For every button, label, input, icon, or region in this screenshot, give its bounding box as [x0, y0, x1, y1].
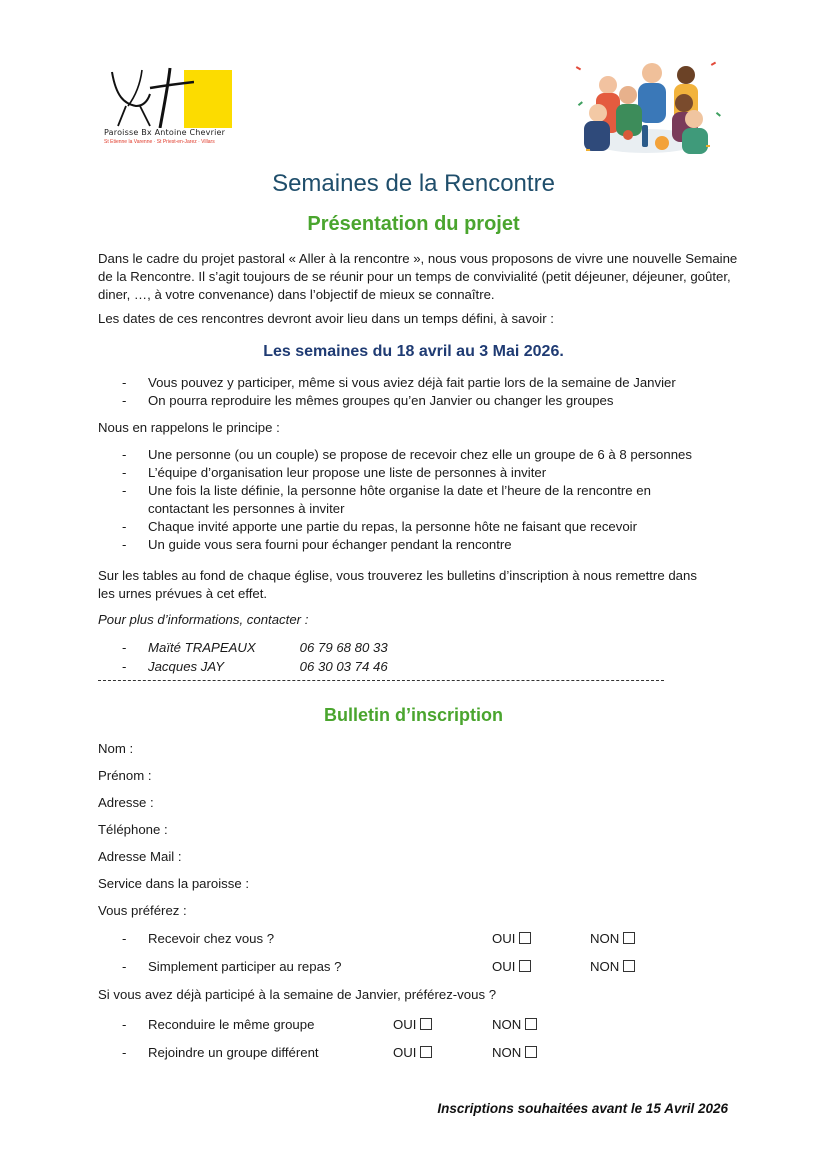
dates-intro-text: Les dates de ces rencontres devront avoir lieu dans un temps défini, à savoir : [98, 311, 554, 326]
list-item: - Chaque invité apporte une partie du repas, la personne hôte ne faisant que recevoir [122, 519, 637, 534]
preference-label: Simplement participer au repas ? [148, 959, 342, 974]
bulletins-paragraph [98, 567, 708, 629]
checkbox-icon[interactable] [519, 932, 531, 944]
non-checkbox[interactable] [492, 1045, 537, 1060]
logo-name: Paroisse Bx Antoine Chevrier [104, 128, 226, 137]
contact-row: - Jacques JAY 06 30 03 74 46 [122, 659, 388, 674]
notes-list [98, 374, 738, 437]
cross-figure-icon [104, 66, 194, 128]
checkbox-icon[interactable] [420, 1018, 432, 1030]
previous-participation-question: Si vous avez déjà participé à la semaine de Janvier, préférez-vous ? [98, 987, 497, 1002]
contact-row: - Maïté TRAPEAUX 06 79 68 80 33 [122, 640, 388, 655]
checkbox-icon[interactable] [525, 1046, 537, 1058]
list-item: - Une fois la liste définie, la personne hôte organise la date et l’heure de la rencontre en contactant les personnes à inviter [122, 483, 651, 516]
list-item: - L’équipe d’organisation leur propose une liste de personnes à inviter [122, 465, 547, 480]
oui-checkbox[interactable] [393, 1017, 432, 1032]
section-heading-registration: Bulletin d’inscription [324, 705, 503, 725]
oui-checkbox[interactable] [492, 959, 531, 974]
checkbox-icon[interactable] [519, 960, 531, 972]
preferences-label: Vous préférez : [98, 903, 187, 918]
cut-line-divider [98, 680, 664, 681]
non-checkbox[interactable] [590, 959, 635, 974]
non-label: NON [492, 1017, 522, 1032]
oui-checkbox[interactable] [393, 1045, 432, 1060]
non-checkbox[interactable] [590, 931, 635, 946]
group-meal-illustration [566, 53, 728, 156]
list-item-text: On pourra reproduire les mêmes groupes qu’en Janvier ou changer les groupes [148, 393, 614, 408]
preference-label: Recevoir chez vous ? [148, 931, 275, 946]
list-item-text: Vous pouvez y participer, même si vous aviez déjà fait partie lors de la semaine de Janvier [148, 375, 676, 390]
oui-label: OUI [492, 931, 516, 946]
non-label: NON [590, 959, 620, 974]
oui-label: OUI [492, 959, 516, 974]
checkbox-icon[interactable] [623, 932, 635, 944]
list-item-text: L’équipe d’organisation leur propose une liste de personnes à inviter [148, 465, 547, 480]
non-checkbox[interactable] [492, 1017, 537, 1032]
list-item-text: Une fois la liste définie, la personne hôte organise la date et l’heure de la rencontre en contactant les personnes à inviter [148, 483, 651, 516]
non-label: NON [492, 1045, 522, 1060]
intro-text: Dans le cadre du projet pastoral « Aller à la rencontre », nous vous proposons de vivre une nouvelle Semaine de la Rencontre. Il s’agit toujours de se réunir pour un temps de convivialité (petit déjeuner, déjeuner, goûter, diner, …, à votre convenance) dans l’objectif de mieux se connaître. [98, 251, 738, 302]
oui-checkbox[interactable] [492, 931, 531, 946]
contact-phone: 06 30 03 74 46 [299, 659, 388, 674]
previous-row-same-group: - Reconduire le même groupe OUI NON [98, 1017, 738, 1035]
field-service[interactable]: Service dans la paroisse : [98, 876, 249, 891]
preference-row-host: - Recevoir chez vous ? OUI NON [98, 931, 738, 949]
bulletins-text: Sur les tables au fond de chaque église, vous trouverez les bulletins d’inscription à nous remettre dans les urnes prévues à cet effet. [98, 568, 697, 601]
field-telephone[interactable]: Téléphone : [98, 822, 168, 837]
section-heading-presentation: Présentation du projet [307, 213, 520, 235]
list-item-text: Un guide vous sera fourni pour échanger pendant la rencontre [148, 537, 512, 552]
list-item-text: Chaque invité apporte une partie du repas, la personne hôte ne faisant que recevoir [148, 519, 637, 534]
field-prenom[interactable]: Prénom : [98, 768, 152, 783]
option-label: Rejoindre un groupe différent [148, 1045, 319, 1060]
contacts-list [98, 639, 738, 677]
non-label: NON [590, 931, 620, 946]
list-item: - Un guide vous sera fourni pour échanger pendant la rencontre [122, 537, 512, 552]
logo-subtitle: St Etienne la Varenne · St Priest-en-Jarez · Villars [104, 139, 215, 145]
list-item: - On pourra reproduire les mêmes groupes qu’en Janvier ou changer les groupes [122, 393, 614, 408]
principle-intro: Nous en rappelons le principe : [98, 420, 280, 435]
contact-phone: 06 79 68 80 33 [299, 640, 388, 655]
list-item-text: Une personne (ou un couple) se propose de recevoir chez elle un groupe de 6 à 8 personnes [148, 447, 692, 462]
list-item: - Une personne (ou un couple) se propose de recevoir chez elle un groupe de 6 à 8 personnes [122, 447, 692, 462]
contact-name: Maïté TRAPEAUX [148, 640, 256, 655]
principles-list [98, 446, 738, 554]
intro-paragraph [98, 250, 738, 328]
field-nom[interactable]: Nom : [98, 741, 134, 756]
option-label: Reconduire le même groupe [148, 1017, 315, 1032]
checkbox-icon[interactable] [623, 960, 635, 972]
list-item: - Vous pouvez y participer, même si vous aviez déjà fait partie lors de la semaine de Janvier [122, 375, 676, 390]
field-adresse[interactable]: Adresse : [98, 795, 154, 810]
registration-deadline: Inscriptions souhaitées avant le 15 Avril 2026 [437, 1101, 728, 1116]
previous-row-different-group: - Rejoindre un groupe différent OUI NON [98, 1045, 738, 1063]
contact-name: Jacques JAY [148, 659, 224, 674]
checkbox-icon[interactable] [420, 1046, 432, 1058]
preference-row-guest: - Simplement participer au repas ? OUI NON [98, 959, 738, 977]
dates-highlight: Les semaines du 18 avril au 3 Mai 2026. [263, 343, 564, 360]
oui-label: OUI [393, 1045, 417, 1060]
checkbox-icon[interactable] [525, 1018, 537, 1030]
parish-logo [104, 66, 238, 148]
oui-label: OUI [393, 1017, 417, 1032]
contact-intro: Pour plus d’informations, contacter : [98, 612, 309, 627]
page-title: Semaines de la Rencontre [272, 170, 555, 197]
field-email[interactable]: Adresse Mail : [98, 849, 182, 864]
